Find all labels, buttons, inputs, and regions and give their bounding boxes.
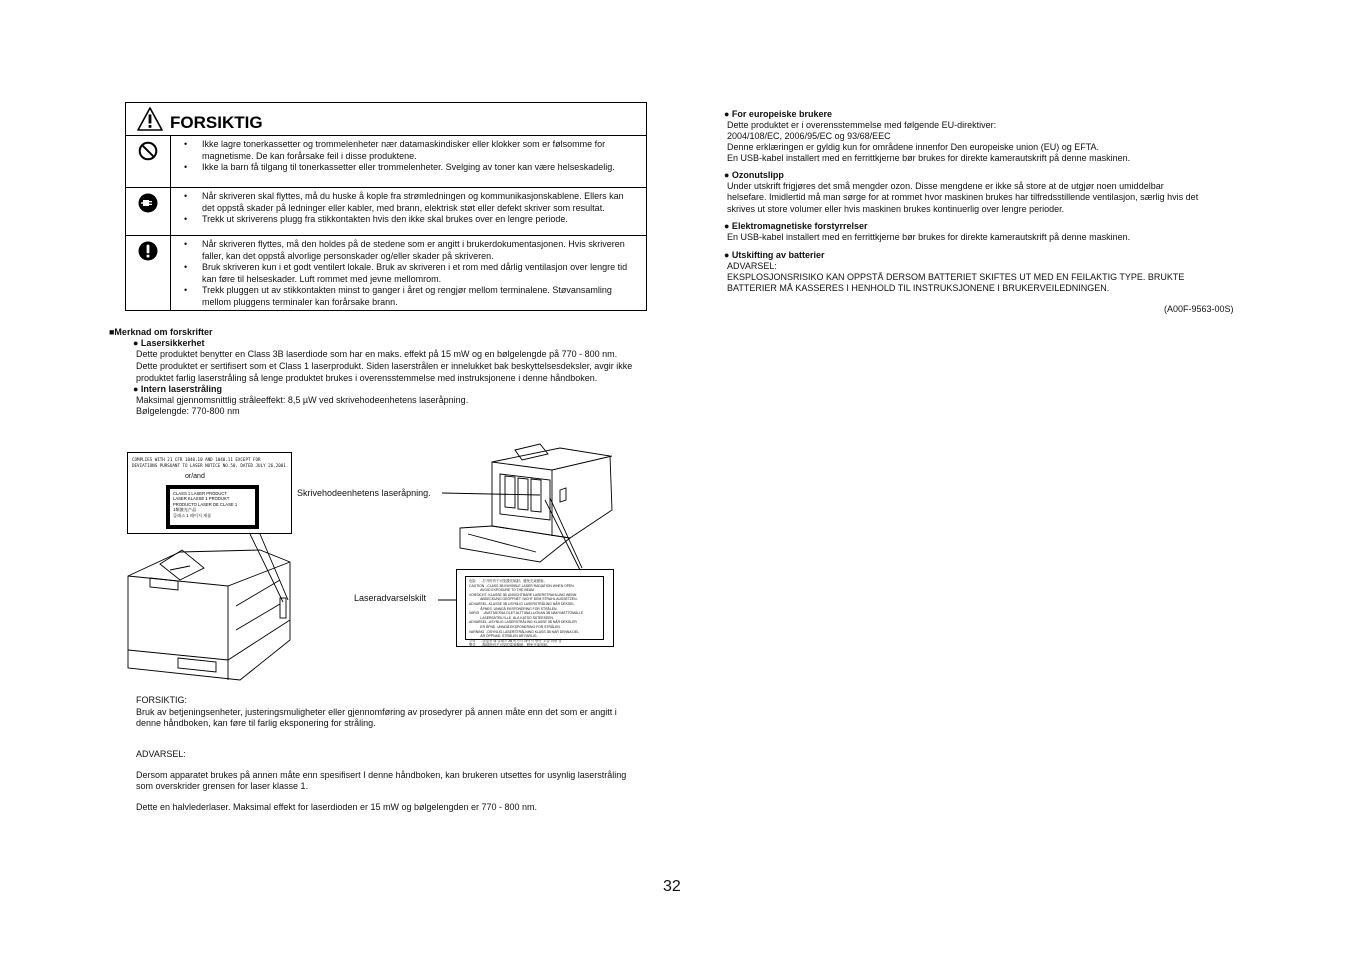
or-and-text: or/and (185, 473, 205, 480)
caution-item: • Når skriveren skal flyttes, må du huske å kople fra strømledningen og kommunikasjonskablene. Ellers kan det oppstå skader på ledninger eller kabler, med brann, elektrisk støt eller defekt skriver som resultat. (184, 191, 638, 214)
warning-block-line: som overskrider grensen for laser klasse 1. (136, 781, 309, 791)
caution-header (126, 103, 646, 136)
internal-laser-line: Maksimal gjennomsnittlig stråleeffekt: 8,5 µW ved skrivehodeenhetens laseråpning. (136, 395, 469, 405)
caution-list (184, 239, 638, 308)
warning-block-line: Dersom apparatet brukes på annen måte enn spesifisert I denne håndboken, kan brukeren utsettes for usynlig laserstråling (136, 770, 627, 780)
caution-title: FORSIKTIG (170, 113, 263, 132)
caution-block-line: denne håndboken, kan føre til farlig eksponering for stråling. (136, 718, 376, 728)
internal-laser-heading: ● Intern laserstråling (133, 384, 222, 394)
warning-block-final: Dette en halvlederlaser. Maksimal effekt for laserdioden er 15 mW og bølgelengden er 770 - 800 nm. (136, 802, 538, 812)
laser-safety-line: Dette produktet er sertifisert som et Class 1 laserprodukt. Siden laserstrålen er innelukket bak beskyttelsesdeksler, avgir ikke (136, 361, 633, 371)
battery-heading: ● Utskifting av batterier (724, 250, 825, 260)
warning-triangle-icon (137, 107, 163, 131)
laser-safety-heading: ● Lasersikkerhet (133, 338, 205, 348)
ozone-line: Under utskrift frigjøres det små mengder ozon. Disse mengdene er ikke så store at de utgjør noen umiddelbar (727, 181, 1164, 191)
laser-warning-label-text: 危险 -打开时有不可见激光辐射。避免光束照射。 CAUTION -CLASS 3B INVISIBLE LASER RADIATION WHEN OPEN. AVOID EXPOSURE TO THE BEAM. VORSICHT -KLASSE 3B UNSICHTBARE LASERSTRAHLUNG WENN ABDECKUNG GEÖFFNET. NICHT DEM STRAHL AUSSETZEN. ADVARSEL -KLASSE 3B USYNLIG LASERSTRÅLING NÅR DEKSEL ÅPNES. UNNGÅ EKSPONERING FOR STRÅLEN. VARO! -AVATTAESSA OLET ALTTIINA LUOKAN 3B NÄKYMÄTTÖMÄLLE LASERSÄTEILYLLE. ÄLÄ KATSO SÄTEESEEN. ADVARSEL -USYNLIG LASERSTRÅLING KLASSE 3B NÅR DEKSLER ER ÅPNE. UNNGÅ EKSPONERING FOR STRÅLEN. VARNING -OSYNLIG LASERSTRÅLNING KLASS 3B NÄR DENNA DEL ÄR ÖPPNAD. STRÅLEN ÄR FARLIG. 주의 -열었을 때 클래스 3B 비가시 레이저 방사. 노출 피할 것. 警告 -開啟時有不可見的雷射輻射。避免光束照射。 (465, 576, 604, 640)
ozone-line: skrives ut store volumer eller hvis maskinen brukes kontinuerlig over lengre perioder. (727, 204, 1065, 214)
battery-line: BATTERIER MÅ KASSERES I HENHOLD TIL INSTRUKSJONENE I BRUKERVEILEDNINGEN. (727, 283, 1110, 293)
eu-line: Dette produktet er i overensstemmelse med følgende EU-direktiver: (727, 120, 997, 130)
caution-list (184, 191, 638, 226)
compliance-label-text: COMPLIES WITH 21 CFR 1040.10 AND 1040.11 EXCEPT FOR DEVIATIONS PURSUANT TO LASER NOTICE NO.50, DATED JULY 26,2001. (132, 457, 289, 468)
caution-item: • Trekk ut skriverens plugg fra stikkontakten hvis den ikke skal brukes over en lengre periode. (184, 214, 638, 226)
caution-row (126, 236, 646, 311)
caution-item: • Trekk pluggen ut av stikkontakten minst to ganger i året og rengjør mellom terminalene. Støvansamling mellom pluggens terminaler kan forårsake brann. (184, 285, 638, 308)
printer-illustration (120, 440, 620, 690)
caution-row (126, 188, 646, 236)
class1-label-text: CLASS 1 LASER PRODUCT LASER KLASSE 1 PRODUKT PRODUCTO LASER DE CLASE 1 1類激光产品 클래스 1 레이저 제품 (170, 489, 255, 525)
regulatory-heading: ■Merknad om forskrifter (109, 327, 213, 337)
ozone-heading: ● Ozonutslipp (724, 170, 784, 180)
caution-item: • Ikke lagre tonerkassetter og trommelenheter nær datamaskindisker eller klokker som er følsomme for magnetisme. De kan forårsake feil i disse produktene. (184, 139, 638, 162)
eu-line: Denne erklæringen er gyldig kun for områdene innenfor Den europeiske union (EU) og EFTA. (727, 142, 1100, 152)
battery-line: ADVARSEL: (727, 261, 777, 271)
battery-line: EKSPLOSJONSRISIKO KAN OPPSTÅ DERSOM BATTERIET SKIFTES UT MED EN FEILAKTIG TYPE. BRUKTE (727, 272, 1185, 282)
caution-item: • Ikke la barn få tilgang til tonerkassetter eller trommelenheter. Svelging av toner kan være helseskadelig. (184, 162, 638, 174)
caution-item: • Bruk skriveren kun i et godt ventilert lokale. Bruk av skriveren i et rom med dårlig ventilasjon over lengre tid kan føre til helseskader. Luft rommet med jevne mellomrom. (184, 262, 638, 285)
caution-block-title: FORSIKTIG: (136, 695, 188, 705)
eu-line: En USB-kabel installert med en ferrittkjerne bør brukes for direkte kamerautskrift på denne maskinen. (727, 153, 1131, 163)
caution-block-line: Bruk av betjeningsenheter, justeringsmuligheter eller gjennomføring av prosedyrer på annen måte enn det som er angitt i (136, 707, 617, 717)
internal-laser-line: Bølgelengde: 770-800 nm (136, 406, 240, 416)
aperture-callout: Skrivehodeenhetens laseråpning. (297, 488, 431, 498)
ozone-line: helsefare. Imidlertid må man sørge for at rommet hvor maskinen brukes har tilfredsstillende ventilasjon, særlig hvis det (727, 192, 1199, 202)
unplug-icon (138, 193, 158, 213)
document-code: (A00F-9563-00S) (1164, 304, 1234, 314)
prohibition-icon (138, 141, 158, 161)
caution-row (126, 136, 646, 188)
eu-line: 2004/108/EC, 2006/95/EC og 93/68/EEC (727, 131, 891, 141)
eu-heading: ● For europeiske brukere (724, 109, 832, 119)
caution-item: • Når skriveren flyttes, må den holdes på de stedene som er angitt i brukerdokumentasjonen. Hvis skriveren faller, kan det oppstå alvorlige personskader og/eller skader på skriveren. (184, 239, 638, 262)
caution-list (184, 139, 638, 174)
warning-block-title: ADVARSEL: (136, 749, 186, 759)
caution-table (125, 102, 647, 311)
page-number: 32 (663, 878, 681, 895)
laser-safety-line: produktet farlig laserstråling så lenge produktet brukes i overensstemmelse med instruksjonene i denne håndboken. (136, 373, 598, 383)
emi-line: En USB-kabel installert med en ferrittkjerne bør brukes for direkte kamerautskrift på denne maskinen. (727, 232, 1131, 242)
laser-safety-line: Dette produktet benytter en Class 3B laserdiode som har en maks. effekt på 15 mW og en bølgelengde på 770 - 800 nm. (136, 349, 618, 359)
warning-label-callout: Laseradvarselskilt (354, 593, 427, 603)
emi-heading: ● Elektromagnetiske forstyrrelser (724, 221, 868, 231)
exclamation-icon (138, 241, 158, 261)
laser-warning-label (456, 569, 614, 647)
